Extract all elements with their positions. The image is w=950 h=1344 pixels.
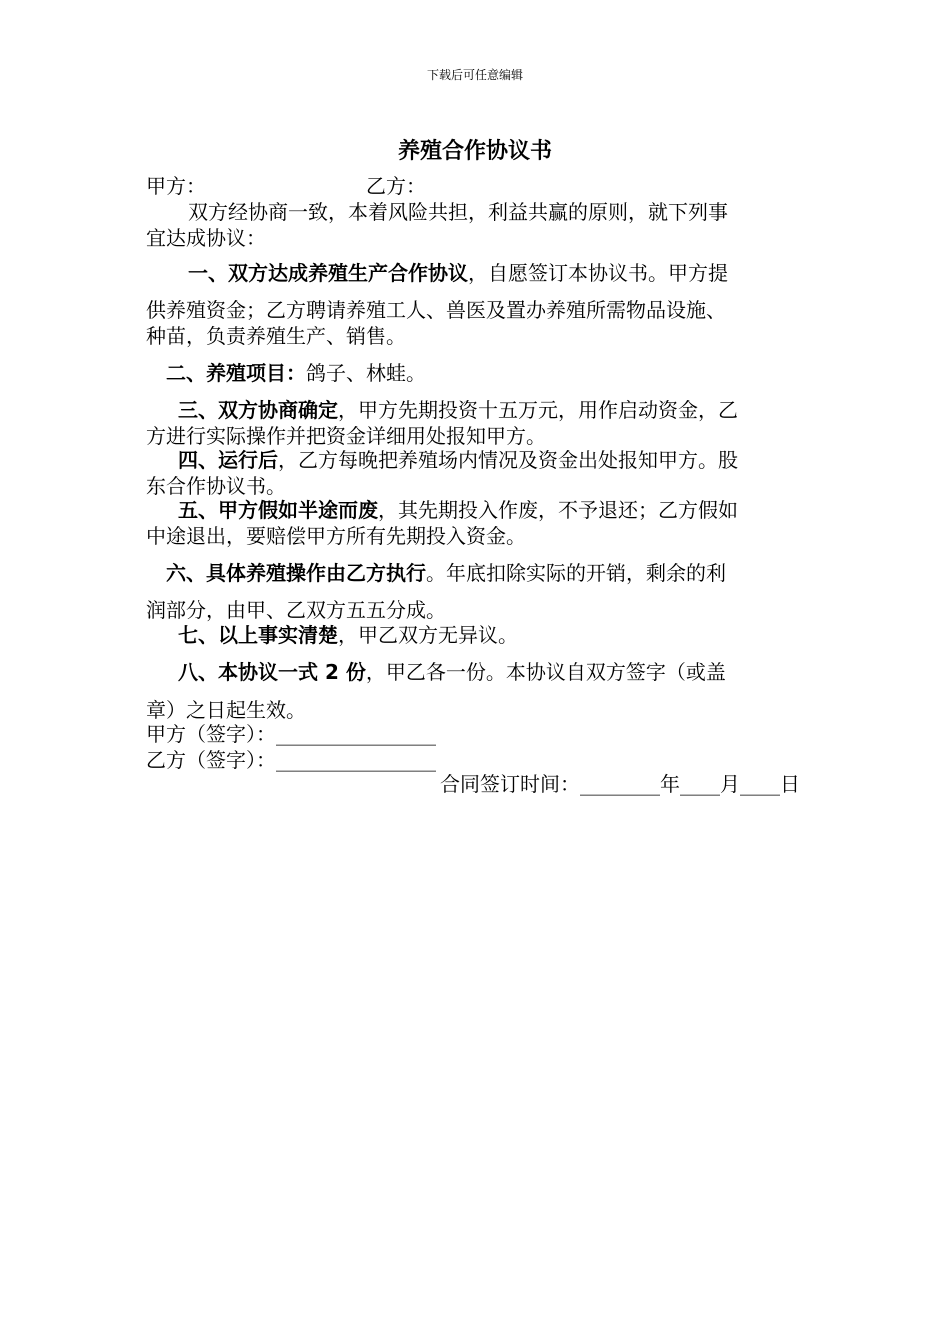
intro-line-2: 宜达成协议： [146,226,266,250]
clause-6-line-2: 润部分，由甲、乙双方五五分成。 [146,598,446,622]
clause-6-line-1 [166,561,726,585]
clause-5-heading: 五、甲方假如半途而废 [178,498,378,522]
clause-8-text: ，甲乙各一份。本协议自双方签字（或盖 [365,660,726,684]
clause-3-line-1 [178,398,738,422]
clause-2-heading: 二、养殖项目： [166,361,306,385]
clause-1-line-3: 种苗，负责养殖生产、销售。 [146,324,406,348]
clause-7 [178,623,518,647]
party-a-label: 甲方： [146,174,206,198]
contract-date-line: 合同签订时间：________年____月____日 [440,772,800,796]
page-header: 下载后可任意编辑 [426,68,523,82]
clause-5-text: ，其先期投入作废，不予退还；乙方假如 [378,498,738,522]
clause-4-text: ，乙方每晚把养殖场内情况及资金出处报知甲方。股 [278,448,738,472]
party-b-label: 乙方： [366,174,426,198]
party-b-signature-line: 乙方（签字）：________________ [146,748,436,772]
clause-3-text: ，甲方先期投资十五万元，用作启动资金，乙 [338,398,738,422]
clause-7-text: ，甲乙双方无异议。 [338,623,518,647]
clause-3-heading: 三、双方协商确定 [178,398,338,422]
clause-6-heading: 六、具体养殖操作由乙方执行 [166,561,426,585]
clause-8-line-1 [178,660,726,684]
clause-5-line-2: 中途退出，要赔偿甲方所有先期投入资金。 [146,524,526,548]
clause-4-heading: 四、运行后 [178,448,278,472]
clause-4-line-2: 东合作协议书。 [146,474,286,498]
clause-6-text: 。年底扣除实际的开销，剩余的利 [426,561,726,585]
clause-8-line-2: 章）之日起生效。 [146,698,306,722]
clause-7-heading: 七、以上事实清楚 [178,623,338,647]
clause-1-heading: 一、双方达成养殖生产合作协议 [188,261,468,285]
clause-1-text: ，自愿签订本协议书。甲方提 [468,261,728,285]
party-line [146,174,426,198]
clause-3-line-2: 方进行实际操作并把资金详细用处报知甲方。 [146,424,546,448]
document-title: 养殖合作协议书 [397,138,552,164]
clause-8-heading: 八、本协议一式 2 份 [178,660,366,684]
clause-5-line-1 [178,498,738,522]
party-a-signature-line: 甲方（签字）：________________ [146,722,436,746]
clause-2-text: 鸽子、林蛙。 [306,361,426,385]
clause-1-line-1 [188,261,728,285]
clause-1-line-2: 供养殖资金；乙方聘请养殖工人、兽医及置办养殖所需物品设施、 [146,298,726,322]
clause-4-line-1 [178,448,738,472]
intro-line-1: 双方经协商一致，本着风险共担，利益共赢的原则，就下列事 [188,200,728,224]
clause-2 [166,361,426,385]
